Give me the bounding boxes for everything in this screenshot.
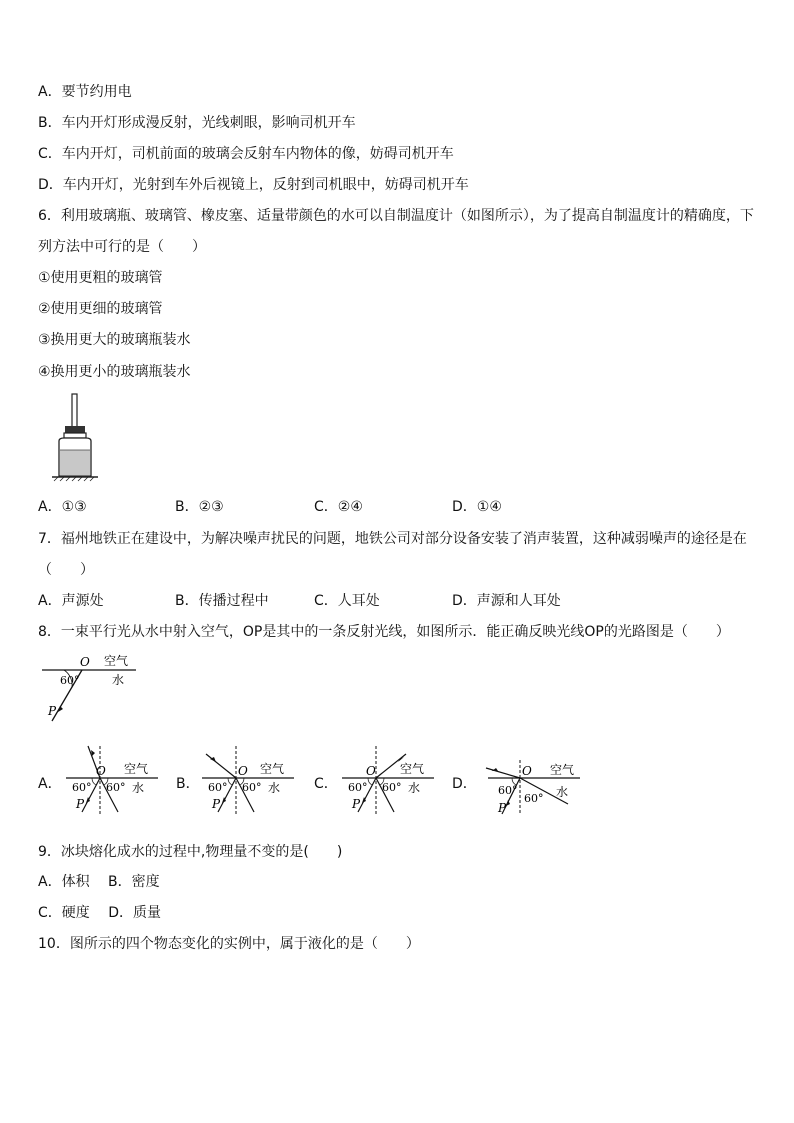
q9-options-row1[interactable]: A．体积 B．密度 <box>38 874 160 890</box>
q6-option-d[interactable]: D．①④ <box>452 499 502 515</box>
q8-b-angle-right: 60° <box>242 781 262 794</box>
q6-stem-line2: 列方法中可行的是（ ） <box>38 239 206 255</box>
q6-option-a[interactable]: A．①③ <box>38 499 87 515</box>
q9-stem: 9．冰块熔化成水的过程中,物理量不变的是( ) <box>38 844 343 860</box>
q6-option-c[interactable]: C．②④ <box>314 499 363 515</box>
q7-option-d[interactable]: D．声源和人耳处 <box>452 593 561 609</box>
q8-option-b-diagram[interactable] <box>198 744 298 816</box>
q8-b-o-label: O <box>238 764 248 778</box>
q8-d-o-label: O <box>522 764 532 778</box>
q5-option-b: B．车内开灯形成漫反射，光线刺眼，影响司机开车 <box>38 115 356 131</box>
q8-reference-figure <box>38 653 143 725</box>
q7-stem-line2: （ ） <box>38 562 94 578</box>
q8-d-water-label: 水 <box>556 785 569 799</box>
q5-option-d: D．车内开灯，光射到车外后视镜上，反射到司机眼中，妨碍司机开车 <box>38 177 469 193</box>
q7-option-a[interactable]: A．声源处 <box>38 593 104 609</box>
q8-option-a-diagram[interactable] <box>62 744 162 816</box>
q8-option-b-letter[interactable]: B． <box>176 776 200 792</box>
q10-stem: 10．图所示的四个物态变化的实例中，属于液化的是（ ） <box>38 936 420 952</box>
q7-options <box>38 592 758 610</box>
q8-ref-water-label: 水 <box>112 673 125 687</box>
q6-item-3: ③换用更大的玻璃瓶装水 <box>38 332 191 348</box>
q8-c-p-label: P <box>352 797 361 811</box>
q8-c-air-label: 空气 <box>400 762 425 776</box>
q8-ref-angle-label: 60° <box>60 674 80 687</box>
q6-option-b[interactable]: B．②③ <box>175 499 224 515</box>
q8-a-o-label: O <box>96 764 106 778</box>
q8-ref-air-label: 空气 <box>104 654 129 668</box>
q8-b-angle-left: 60° <box>208 781 228 794</box>
q8-d-angle-left: 60° <box>498 784 518 797</box>
q8-d-air-label: 空气 <box>550 763 575 777</box>
q8-b-air-label: 空气 <box>260 762 285 776</box>
q6-item-4: ④换用更小的玻璃瓶装水 <box>38 364 191 380</box>
q8-ref-o-label: O <box>80 655 90 669</box>
q5-option-a: A．要节约用电 <box>38 84 132 100</box>
q8-ref-p-label: P <box>48 704 57 718</box>
q8-c-angle-right: 60° <box>382 781 402 794</box>
q8-b-water-label: 水 <box>268 781 281 795</box>
q8-c-water-label: 水 <box>408 781 421 795</box>
q7-option-c[interactable]: C．人耳处 <box>314 593 380 609</box>
q8-option-a-letter[interactable]: A． <box>38 776 62 792</box>
q9-options-row2[interactable]: C．硬度 D．质量 <box>38 905 162 921</box>
thermometer-bottle-figure <box>50 392 100 482</box>
q8-d-p-label: P <box>498 801 507 815</box>
q8-c-o-label: O <box>366 764 376 778</box>
q8-a-angle-left: 60° <box>72 781 92 794</box>
q8-a-angle-right: 60° <box>106 781 126 794</box>
q8-stem: 8．一束平行光从水中射入空气，OP是其中的一条反射光线，如图所示．能正确反映光线OP的光路图是（ ） <box>38 624 730 640</box>
q8-d-angle-right: 60° <box>524 792 544 805</box>
q8-a-p-label: P <box>76 797 85 811</box>
q6-options <box>38 498 758 516</box>
q6-item-1: ①使用更粗的玻璃管 <box>38 270 163 286</box>
q8-option-d-diagram[interactable] <box>484 756 584 818</box>
q8-option-d-letter[interactable]: D． <box>452 776 477 792</box>
q8-option-c-letter[interactable]: C． <box>314 776 338 792</box>
q8-a-air-label: 空气 <box>124 762 149 776</box>
q6-item-2: ②使用更细的玻璃管 <box>38 301 163 317</box>
q8-a-water-label: 水 <box>132 781 145 795</box>
q7-stem-line1: 7．福州地铁正在建设中，为解决噪声扰民的问题，地铁公司对部分设备安装了消声装置，这种减弱噪声的途径是在 <box>38 531 747 547</box>
q8-b-p-label: P <box>212 797 221 811</box>
q8-option-c-diagram[interactable] <box>338 744 438 816</box>
q7-option-b[interactable]: B．传播过程中 <box>175 593 269 609</box>
q6-stem-line1: 6．利用玻璃瓶、玻璃管、橡皮塞、适量带颜色的水可以自制温度计（如图所示），为了提高自制温度计的精确度，下 <box>38 208 754 224</box>
q8-c-angle-left: 60° <box>348 781 368 794</box>
q5-option-c: C．车内开灯，司机前面的玻璃会反射车内物体的像，妨碍司机开车 <box>38 146 454 162</box>
